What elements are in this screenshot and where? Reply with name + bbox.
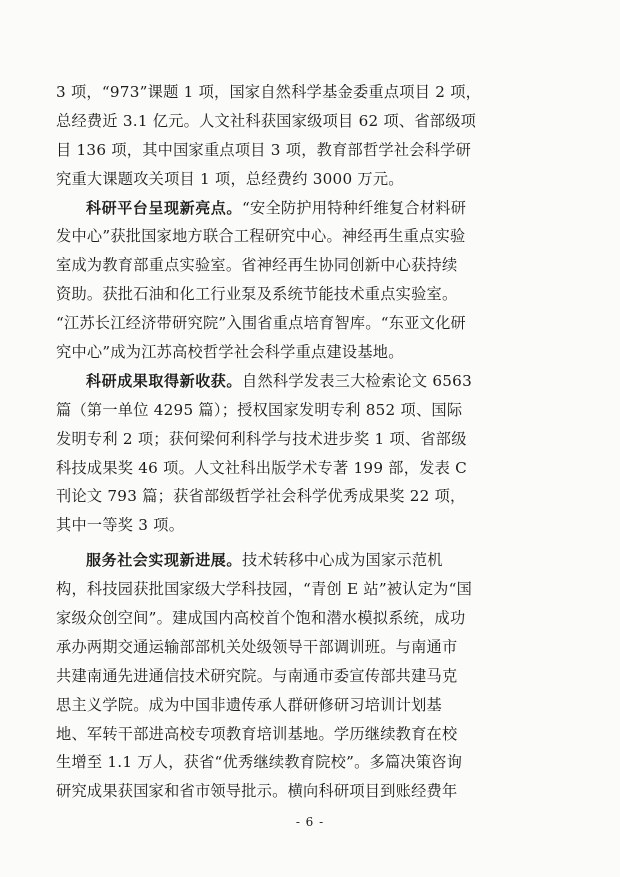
paragraph-first-line (56, 367, 566, 396)
text-line: 发明专利 2 项；获何梁何利科学与技术进步奖 1 项、省部级 (56, 429, 467, 448)
text-line: 生增至 1.1 万人，获省“优秀继续教育院校”。多篇决策咨询 (56, 753, 463, 772)
text-line: 研究成果获国家和省市领导批示。横向科研项目到账经费年 (56, 782, 458, 801)
text-line: 篇（第一单位 4295 篇）；授权国家发明专利 852 项、国际 (56, 400, 463, 419)
text-line: 科技成果奖 46 项。人文社科出版学术专著 199 部，发表 C (56, 458, 468, 477)
page-body (56, 78, 566, 806)
text-line: 刊论文 793 篇；获省部级哲学社会科学优秀成果奖 22 项， (56, 487, 466, 506)
text-line: 共建南通先进通信技术研究院。与南通市委宣传部共建马克 (56, 666, 458, 685)
text-line: 室成为教育部重点实验室。省神经再生协同创新中心获持续 (56, 256, 458, 275)
text-line: 总经费近 3.1 亿元。人文社科获国家级项目 62 项、省部级项 (56, 111, 477, 130)
paragraph-first-line (56, 194, 566, 223)
text-line: “江苏长江经济带研究院”入围省重点培育智库。“东亚文化研 (56, 314, 466, 333)
text-line: 3 项，“973”课题 1 项，国家自然科学基金委重点项目 2 项， (56, 83, 482, 101)
paragraph-heading: 科研成果取得新收获。 (86, 371, 243, 390)
text-run: 自然科学发表三大检索论文 6563 (242, 371, 472, 390)
page-number: - 6 - (295, 815, 325, 829)
text-line: 发中心”获批国家地方联合工程研究中心。神经再生重点实验 (56, 227, 466, 246)
text-line: 地、军转干部进高校专项教育培训基地。学历继续教育在校 (56, 724, 458, 743)
text-line: 目 136 项，其中国家重点项目 3 项，教育部哲学社会科学研 (56, 140, 472, 159)
text-line: 构，科技园获批国家级大学科技园，“青创 E 站”被认定为“国 (56, 580, 473, 599)
paragraph-heading: 科研平台呈现新亮点。 (86, 198, 243, 217)
paragraph-first-line (56, 546, 566, 575)
text-line: 思主义学院。成为中国非遗传承人群研修研习培训计划基 (56, 695, 442, 714)
text-run: “安全防护用特种纤维复合材料研 (242, 198, 467, 217)
text-line: 资助。获批石油和化工行业泵及系统节能技术重点实验室。 (56, 285, 458, 304)
text-line: 承办两期交通运输部部机关处级领导干部调训班。与南通市 (56, 637, 458, 656)
text-line: 究中心”成为江苏高校哲学社会科学重点建设基地。 (56, 343, 404, 362)
paragraph-heading: 服务社会实现新进展。 (86, 551, 243, 570)
text-run: 技术转移中心成为国家示范机 (242, 551, 443, 570)
text-line: 究重大课题攻关项目 1 项，总经费约 3000 万元。 (56, 169, 404, 188)
text-line: 家级众创空间”。建成国内高校首个饱和潜水模拟系统，成功 (56, 609, 466, 628)
text-line: 其中一等奖 3 项。 (56, 516, 185, 535)
